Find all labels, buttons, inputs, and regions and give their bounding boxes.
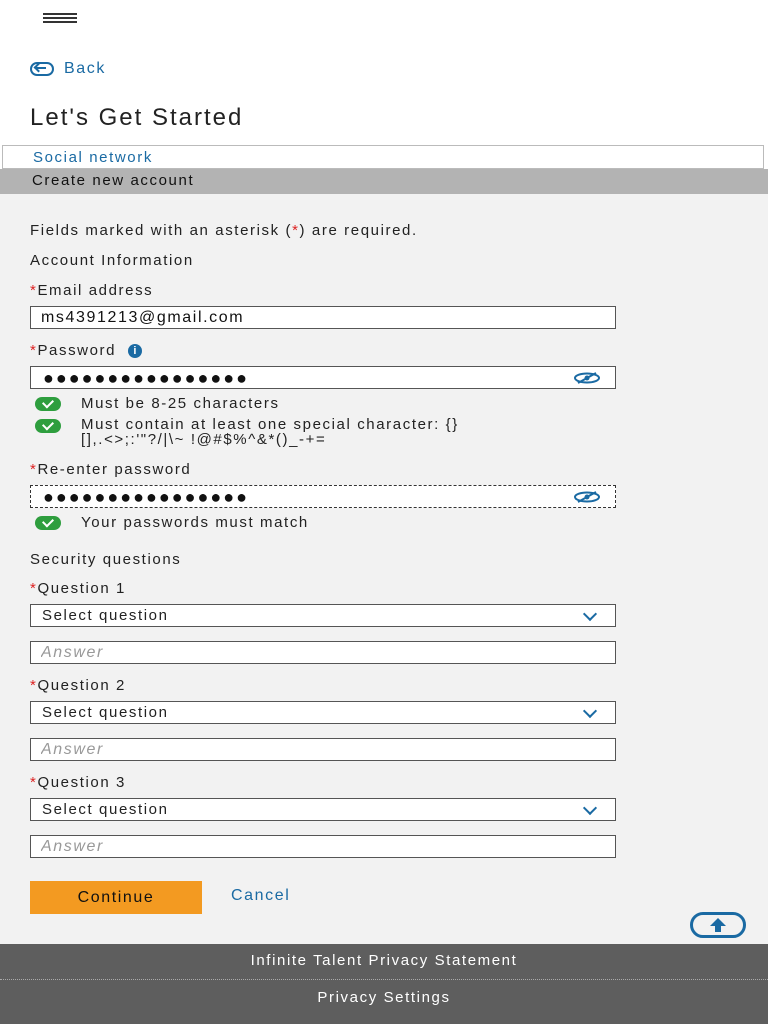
answer-2-input[interactable] (30, 738, 616, 761)
info-icon[interactable]: i (128, 344, 142, 358)
required-note: Fields marked with an asterisk (*) are required. (30, 222, 418, 239)
account-info-heading: Account Information (30, 252, 194, 269)
email-field[interactable] (30, 306, 616, 329)
tab-create-account[interactable]: Create new account (0, 169, 768, 194)
show-password-icon[interactable] (573, 491, 601, 503)
question-1-label: *Question 1 (30, 580, 126, 597)
privacy-settings-link[interactable]: Privacy Settings (317, 989, 451, 1006)
chevron-down-icon (583, 704, 597, 718)
question-2-label: *Question 2 (30, 677, 126, 694)
chevron-down-icon (583, 801, 597, 815)
footer-divider (0, 979, 768, 980)
check-icon (35, 516, 61, 530)
password-field[interactable] (30, 366, 616, 389)
check-icon (35, 397, 61, 411)
reenter-password-label: *Re-enter password (30, 461, 192, 478)
password-label: *Password i (30, 342, 142, 359)
menu-icon[interactable] (43, 13, 77, 25)
footer (0, 944, 768, 1024)
check-icon (35, 419, 61, 433)
password-mask: ●●●●●●●●●●●●●●●● (43, 368, 249, 388)
answer-3-input[interactable] (30, 835, 616, 858)
password-rule-length: Must be 8-25 characters (35, 395, 280, 412)
show-password-icon[interactable] (573, 372, 601, 384)
tab-social-network[interactable]: Social network (2, 145, 764, 169)
password-rule-special: Must contain at least one special character: {} [],.<>;:'"?/|\~ !@#$%^&*()_-+= (35, 417, 459, 447)
back-label: Back (64, 60, 106, 77)
scroll-to-top-button[interactable] (690, 912, 746, 938)
page-title: Let's Get Started (30, 104, 244, 131)
security-questions-heading: Security questions (30, 551, 182, 568)
chevron-down-icon (583, 607, 597, 621)
question-3-select[interactable]: Select question (30, 798, 616, 821)
continue-button[interactable]: Continue (30, 881, 202, 914)
password-match-rule: Your passwords must match (35, 514, 309, 531)
privacy-statement-link[interactable]: Infinite Talent Privacy Statement (250, 952, 518, 969)
cancel-link[interactable]: Cancel (231, 887, 291, 904)
question-1-select[interactable]: Select question (30, 604, 616, 627)
back-link[interactable] (30, 60, 106, 78)
email-label: *Email address (30, 282, 154, 299)
reenter-password-field[interactable] (30, 485, 616, 508)
question-3-label: *Question 3 (30, 774, 126, 791)
answer-1-input[interactable] (30, 641, 616, 664)
arrow-up-icon (693, 915, 743, 935)
registration-form (0, 194, 768, 944)
question-2-select[interactable]: Select question (30, 701, 616, 724)
back-arrow-icon (30, 62, 54, 76)
reenter-password-mask: ●●●●●●●●●●●●●●●● (43, 487, 249, 507)
